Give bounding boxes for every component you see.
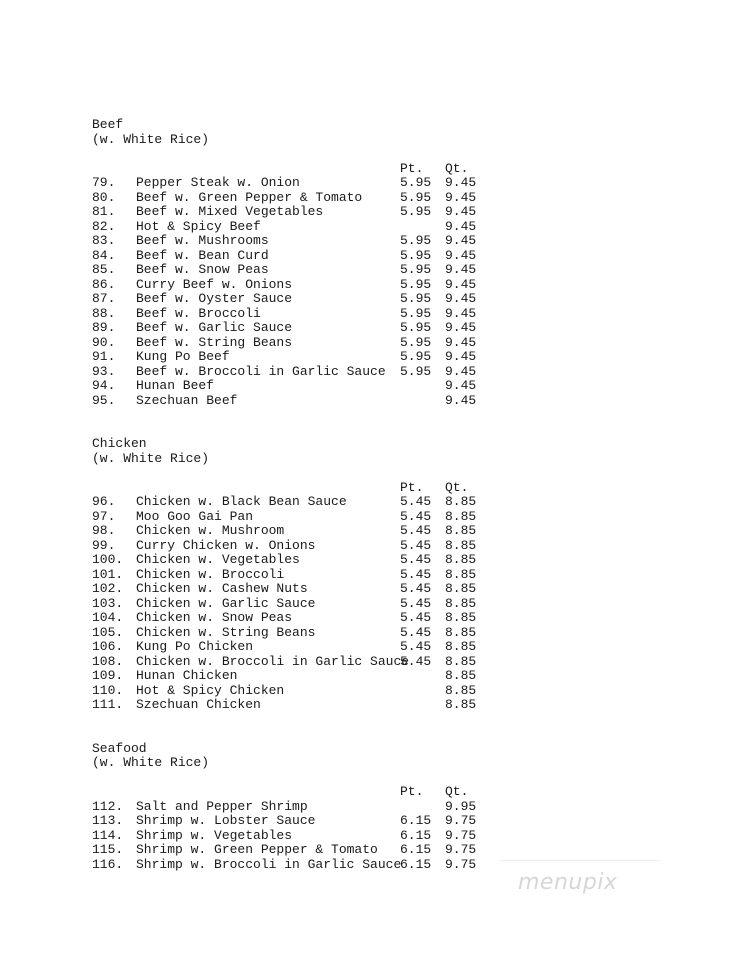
menu-item <box>92 698 492 713</box>
section-title: Beef <box>92 117 124 132</box>
item-pint-price: 5.95 <box>400 291 432 306</box>
item-name: Chicken w. Garlic Sauce <box>136 595 316 611</box>
item-pint-price: 5.95 <box>400 349 432 364</box>
menu-section-chicken <box>92 437 492 742</box>
menu-item <box>92 191 492 206</box>
item-quart-price: 8.85 <box>445 508 477 524</box>
item-number: 79. <box>92 175 116 190</box>
item-number: 110. <box>92 682 124 698</box>
item-pint-price: 6.15 <box>400 827 432 843</box>
item-number: 102. <box>92 581 124 596</box>
item-pint-price: 5.45 <box>400 653 432 669</box>
item-quart-price: 9.45 <box>445 349 477 364</box>
item-name: Chicken w. Broccoli in Garlic Sauce <box>136 653 410 669</box>
menu-item <box>92 394 492 409</box>
spacer <box>92 408 492 437</box>
menu-item <box>92 205 492 220</box>
item-quart-price: 9.45 <box>445 320 477 335</box>
item-number: 90. <box>92 334 116 350</box>
item-pint-price: 5.45 <box>400 610 432 625</box>
item-quart-price: 8.85 <box>445 595 477 611</box>
item-number: 98. <box>92 523 116 538</box>
item-pint-price: 5.95 <box>400 175 432 190</box>
menu-item <box>92 800 492 815</box>
menu-item <box>92 582 492 597</box>
column-header <box>92 481 492 496</box>
watermark-divider <box>500 860 660 861</box>
menu-item <box>92 350 492 365</box>
item-name: Beef w. Oyster Sauce <box>136 291 293 306</box>
item-quart-price: 9.45 <box>445 204 477 219</box>
item-quart-price: 9.75 <box>445 813 477 828</box>
menu-item <box>92 814 492 829</box>
column-header <box>92 162 492 177</box>
item-name: Curry Chicken w. Onions <box>136 537 316 553</box>
item-name: Chicken w. Broccoli <box>136 566 285 582</box>
menu-item <box>92 249 492 264</box>
item-quart-price: 8.85 <box>445 566 477 582</box>
item-name: Shrimp w. Broccoli in Garlic Sauce <box>136 856 402 872</box>
item-pint-price: 5.95 <box>400 363 432 379</box>
item-pint-price: 5.95 <box>400 233 432 248</box>
item-number: 96. <box>92 494 116 509</box>
item-number: 108. <box>92 653 124 669</box>
menu-item <box>92 234 492 249</box>
item-number: 112. <box>92 798 124 814</box>
quart-header: Qt. <box>445 160 469 176</box>
item-quart-price: 9.45 <box>445 233 477 248</box>
item-quart-price: 9.45 <box>445 175 477 190</box>
item-name: Salt and Pepper Shrimp <box>136 798 308 814</box>
menu-item <box>92 626 492 641</box>
item-pint-price: 6.15 <box>400 813 432 828</box>
item-quart-price: 8.85 <box>445 653 477 669</box>
item-quart-price: 9.45 <box>445 276 477 292</box>
menu-item <box>92 292 492 307</box>
item-number: 103. <box>92 595 124 611</box>
item-number: 116. <box>92 856 124 872</box>
section-subtitle: (w. White Rice) <box>92 131 210 147</box>
menu-item <box>92 510 492 525</box>
item-name: Chicken w. Mushroom <box>136 523 285 538</box>
item-number: 89. <box>92 320 116 335</box>
spacer <box>92 713 492 742</box>
item-quart-price: 9.45 <box>445 392 477 408</box>
item-quart-price: 9.75 <box>445 842 477 857</box>
menupix-logo: menupix <box>518 870 618 895</box>
item-number: 115. <box>92 842 124 857</box>
item-name: Szechuan Beef <box>136 392 238 408</box>
menu-page <box>92 118 492 872</box>
menu-item <box>92 843 492 858</box>
section-title: Chicken <box>92 436 147 451</box>
item-pint-price: 6.15 <box>400 856 432 872</box>
menu-item <box>92 597 492 612</box>
item-quart-price: 9.45 <box>445 305 477 321</box>
item-number: 105. <box>92 624 124 640</box>
item-name: Beef w. Green Pepper & Tomato <box>136 189 363 205</box>
menu-item <box>92 669 492 684</box>
item-number: 86. <box>92 276 116 292</box>
item-name: Hot & Spicy Chicken <box>136 682 285 698</box>
item-pint-price: 5.95 <box>400 204 432 219</box>
item-name: Kung Po Beef <box>136 349 230 364</box>
pint-header: Pt. <box>400 784 424 799</box>
item-pint-price: 5.45 <box>400 595 432 611</box>
item-number: 85. <box>92 262 116 277</box>
menu-item <box>92 640 492 655</box>
menu-item <box>92 684 492 699</box>
item-quart-price: 9.75 <box>445 827 477 843</box>
item-pint-price: 5.45 <box>400 523 432 538</box>
item-number: 109. <box>92 668 124 683</box>
item-number: 97. <box>92 508 116 524</box>
item-name: Chicken w. Cashew Nuts <box>136 581 308 596</box>
item-quart-price: 8.85 <box>445 668 477 683</box>
menu-item <box>92 829 492 844</box>
item-number: 88. <box>92 305 116 321</box>
item-pint-price: 5.95 <box>400 276 432 292</box>
item-quart-price: 9.95 <box>445 798 477 814</box>
item-quart-price: 9.45 <box>445 363 477 379</box>
item-name: Chicken w. Black Bean Sauce <box>136 494 347 509</box>
item-number: 81. <box>92 204 116 219</box>
menu-item <box>92 858 492 873</box>
quart-header: Qt. <box>445 479 469 495</box>
item-name: Beef w. Snow Peas <box>136 262 269 277</box>
item-pint-price: 5.95 <box>400 262 432 277</box>
item-quart-price: 8.85 <box>445 552 477 567</box>
item-number: 101. <box>92 566 124 582</box>
item-quart-price: 8.85 <box>445 537 477 553</box>
item-pint-price: 5.45 <box>400 581 432 596</box>
item-name: Chicken w. Snow Peas <box>136 610 293 625</box>
item-name: Hunan Beef <box>136 378 215 393</box>
item-quart-price: 8.85 <box>445 494 477 509</box>
item-name: Beef w. Garlic Sauce <box>136 320 293 335</box>
item-pint-price: 5.95 <box>400 320 432 335</box>
item-number: 114. <box>92 827 124 843</box>
item-name: Beef w. Mushrooms <box>136 233 269 248</box>
item-quart-price: 8.85 <box>445 639 477 654</box>
menu-item <box>92 307 492 322</box>
item-pint-price: 5.45 <box>400 508 432 524</box>
item-number: 87. <box>92 291 116 306</box>
item-number: 94. <box>92 378 116 393</box>
section-title: Seafood <box>92 740 147 756</box>
item-pint-price: 5.45 <box>400 494 432 509</box>
menupix-watermark <box>500 858 670 908</box>
menu-item <box>92 176 492 191</box>
item-name: Beef w. Broccoli in Garlic Sauce <box>136 363 386 379</box>
menu-item <box>92 568 492 583</box>
menu-item <box>92 611 492 626</box>
item-name: Curry Beef w. Onions <box>136 276 293 292</box>
item-number: 100. <box>92 552 124 567</box>
item-pint-price: 5.45 <box>400 566 432 582</box>
item-quart-price: 8.85 <box>445 523 477 538</box>
item-number: 84. <box>92 247 116 263</box>
item-number: 104. <box>92 610 124 625</box>
item-name: Beef w. String Beans <box>136 334 293 350</box>
menu-item <box>92 379 492 394</box>
menu-item <box>92 524 492 539</box>
item-name: Beef w. Broccoli <box>136 305 261 321</box>
item-number: 82. <box>92 218 116 234</box>
item-quart-price: 9.45 <box>445 218 477 234</box>
item-quart-price: 9.45 <box>445 189 477 205</box>
menu-item <box>92 336 492 351</box>
item-name: Shrimp w. Green Pepper & Tomato <box>136 842 378 857</box>
item-number: 113. <box>92 813 124 828</box>
item-pint-price: 5.95 <box>400 247 432 263</box>
item-number: 99. <box>92 537 116 553</box>
item-quart-price: 9.75 <box>445 856 477 872</box>
item-pint-price: 5.45 <box>400 537 432 553</box>
column-header <box>92 785 492 800</box>
spacer <box>92 771 492 786</box>
pint-header: Pt. <box>400 479 424 495</box>
item-name: Chicken w. Vegetables <box>136 552 300 567</box>
section-subtitle: (w. White Rice) <box>92 450 210 466</box>
item-quart-price: 8.85 <box>445 697 477 712</box>
section-subtitle: (w. White Rice) <box>92 755 210 770</box>
menu-sections <box>92 118 492 872</box>
item-quart-price: 9.45 <box>445 262 477 277</box>
item-name: Hunan Chicken <box>136 668 238 683</box>
item-quart-price: 9.45 <box>445 378 477 393</box>
item-name: Kung Po Chicken <box>136 639 254 654</box>
item-pint-price: 5.95 <box>400 189 432 205</box>
menu-section-beef <box>92 118 492 437</box>
item-quart-price: 8.85 <box>445 624 477 640</box>
item-name: Beef w. Mixed Vegetables <box>136 204 324 219</box>
item-quart-price: 9.45 <box>445 334 477 350</box>
item-pint-price: 5.95 <box>400 305 432 321</box>
item-name: Beef w. Bean Curd <box>136 247 269 263</box>
item-number: 91. <box>92 349 116 364</box>
menu-item <box>92 553 492 568</box>
item-name: Szechuan Chicken <box>136 697 261 712</box>
quart-header: Qt. <box>445 784 469 799</box>
item-quart-price: 8.85 <box>445 610 477 625</box>
item-quart-price: 8.85 <box>445 581 477 596</box>
menu-item <box>92 365 492 380</box>
item-number: 93. <box>92 363 116 379</box>
item-number: 111. <box>92 697 124 712</box>
item-quart-price: 8.85 <box>445 682 477 698</box>
item-pint-price: 5.45 <box>400 624 432 640</box>
item-pint-price: 6.15 <box>400 842 432 857</box>
item-pint-price: 5.45 <box>400 639 432 654</box>
menu-section-seafood <box>92 742 492 873</box>
pint-header: Pt. <box>400 160 424 176</box>
menu-item <box>92 539 492 554</box>
item-quart-price: 9.45 <box>445 247 477 263</box>
menu-item <box>92 495 492 510</box>
item-quart-price: 9.45 <box>445 291 477 306</box>
item-number: 83. <box>92 233 116 248</box>
item-name: Hot & Spicy Beef <box>136 218 261 234</box>
item-pint-price: 5.45 <box>400 552 432 567</box>
item-number: 106. <box>92 639 124 654</box>
item-number: 80. <box>92 189 116 205</box>
item-number: 95. <box>92 392 116 408</box>
menu-item <box>92 278 492 293</box>
item-name: Shrimp w. Lobster Sauce <box>136 813 316 828</box>
item-name: Pepper Steak w. Onion <box>136 175 300 190</box>
spacer <box>92 147 492 162</box>
menu-item <box>92 655 492 670</box>
item-name: Moo Goo Gai Pan <box>136 508 254 524</box>
item-name: Chicken w. String Beans <box>136 624 316 640</box>
spacer <box>92 466 492 481</box>
menu-item <box>92 321 492 336</box>
menu-item <box>92 220 492 235</box>
item-name: Shrimp w. Vegetables <box>136 827 293 843</box>
item-pint-price: 5.95 <box>400 334 432 350</box>
menu-item <box>92 263 492 278</box>
